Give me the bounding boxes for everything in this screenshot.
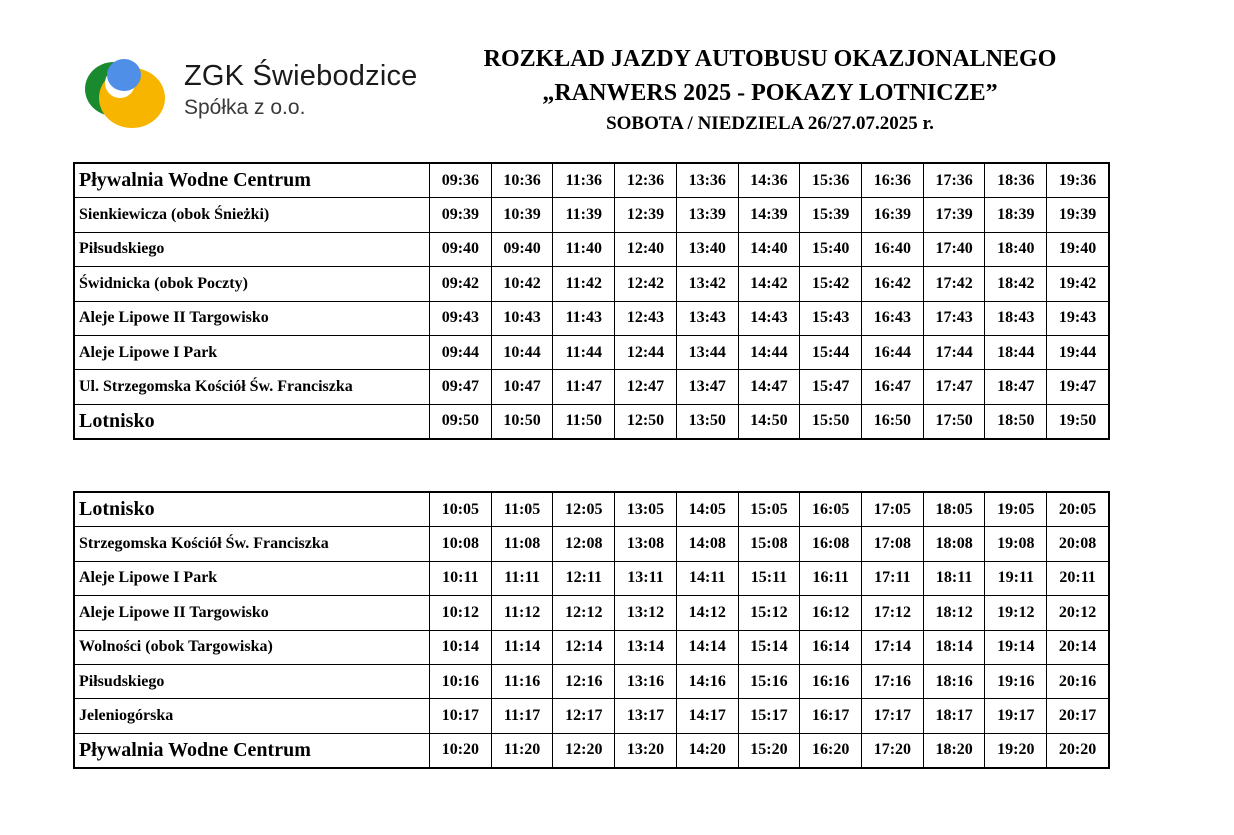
departure-time: 10:20: [430, 733, 492, 767]
departure-time: 14:16: [676, 664, 738, 698]
departure-time: 10:43: [491, 301, 553, 335]
departure-time: 09:42: [430, 267, 492, 301]
table-row: [75, 404, 1109, 438]
departure-time: 18:42: [985, 267, 1047, 301]
departure-time: 12:14: [553, 630, 615, 664]
departure-time: 12:11: [553, 561, 615, 595]
departure-time: 16:20: [800, 733, 862, 767]
departure-time: 11:14: [491, 630, 553, 664]
departure-time: 10:39: [491, 198, 553, 232]
stop-name: Aleje Lipowe I Park: [75, 335, 430, 369]
timetable-return-body: [75, 493, 1109, 768]
departure-time: 10:12: [430, 596, 492, 630]
departure-time: 15:50: [800, 404, 862, 438]
table-row: [75, 232, 1109, 266]
departure-time: 20:05: [1047, 493, 1109, 527]
stop-name: Piłsudskiego: [75, 664, 430, 698]
table-row: [75, 198, 1109, 232]
departure-time: 18:43: [985, 301, 1047, 335]
departure-time: 18:20: [923, 733, 985, 767]
departure-time: 16:50: [862, 404, 924, 438]
departure-time: 17:44: [923, 335, 985, 369]
departure-time: 10:50: [491, 404, 553, 438]
stop-name: Ul. Strzegomska Kościół Św. Franciszka: [75, 370, 430, 404]
departure-time: 19:20: [985, 733, 1047, 767]
departure-time: 14:44: [738, 335, 800, 369]
departure-time: 19:11: [985, 561, 1047, 595]
departure-time: 15:42: [800, 267, 862, 301]
departure-time: 14:11: [676, 561, 738, 595]
departure-time: 16:17: [800, 699, 862, 733]
stop-name: Aleje Lipowe II Targowisko: [75, 301, 430, 335]
departure-time: 09:43: [430, 301, 492, 335]
departure-time: 19:12: [985, 596, 1047, 630]
departure-time: 12:39: [615, 198, 677, 232]
table-row: [75, 527, 1109, 561]
departure-time: 11:16: [491, 664, 553, 698]
company-logo: [84, 56, 444, 136]
departure-time: 20:12: [1047, 596, 1109, 630]
departure-time: 12:20: [553, 733, 615, 767]
departure-time: 16:42: [862, 267, 924, 301]
departure-time: 09:47: [430, 370, 492, 404]
stop-name: Lotnisko: [75, 404, 430, 438]
departure-time: 12:08: [553, 527, 615, 561]
departure-time: 16:39: [862, 198, 924, 232]
departure-time: 12:40: [615, 232, 677, 266]
departure-time: 18:44: [985, 335, 1047, 369]
departure-time: 19:14: [985, 630, 1047, 664]
stop-name: Aleje Lipowe I Park: [75, 561, 430, 595]
logo-company-subtitle: Spółka z o.o.: [184, 96, 306, 119]
departure-time: 15:16: [738, 664, 800, 698]
departure-time: 17:14: [862, 630, 924, 664]
departure-time: 15:39: [800, 198, 862, 232]
stop-name: Sienkiewicza (obok Śnieżki): [75, 198, 430, 232]
logo-emblem-icon: [84, 56, 174, 136]
stop-name: Aleje Lipowe II Targowisko: [75, 596, 430, 630]
departure-time: 12:36: [615, 164, 677, 198]
departure-time: 12:12: [553, 596, 615, 630]
departure-time: 18:08: [923, 527, 985, 561]
departure-time: 17:47: [923, 370, 985, 404]
departure-time: 10:42: [491, 267, 553, 301]
departure-time: 17:43: [923, 301, 985, 335]
departure-time: 11:17: [491, 699, 553, 733]
departure-time: 11:42: [553, 267, 615, 301]
departure-time: 10:36: [491, 164, 553, 198]
departure-time: 19:16: [985, 664, 1047, 698]
departure-time: 14:42: [738, 267, 800, 301]
departure-time: 19:36: [1047, 164, 1109, 198]
departure-time: 14:39: [738, 198, 800, 232]
table-row: [75, 733, 1109, 767]
departure-time: 16:47: [862, 370, 924, 404]
departure-time: 18:17: [923, 699, 985, 733]
departure-time: 18:16: [923, 664, 985, 698]
departure-time: 15:47: [800, 370, 862, 404]
departure-time: 16:05: [800, 493, 862, 527]
departure-time: 18:50: [985, 404, 1047, 438]
departure-time: 18:47: [985, 370, 1047, 404]
departure-time: 10:17: [430, 699, 492, 733]
table-row: [75, 164, 1109, 198]
departure-time: 20:16: [1047, 664, 1109, 698]
stop-name: Strzegomska Kościół Św. Franciszka: [75, 527, 430, 561]
departure-time: 17:08: [862, 527, 924, 561]
departure-time: 15:14: [738, 630, 800, 664]
departure-time: 10:14: [430, 630, 492, 664]
stop-name: Świdnicka (obok Poczty): [75, 267, 430, 301]
departure-time: 13:36: [676, 164, 738, 198]
departure-time: 13:16: [615, 664, 677, 698]
logo-company-name: ZGK Świebodzice: [184, 60, 418, 92]
departure-time: 15:08: [738, 527, 800, 561]
departure-time: 20:20: [1047, 733, 1109, 767]
departure-time: 13:44: [676, 335, 738, 369]
departure-time: 10:16: [430, 664, 492, 698]
departure-time: 09:50: [430, 404, 492, 438]
departure-time: 13:14: [615, 630, 677, 664]
departure-time: 14:43: [738, 301, 800, 335]
departure-time: 16:44: [862, 335, 924, 369]
stop-name: Lotnisko: [75, 493, 430, 527]
departure-time: 18:11: [923, 561, 985, 595]
table-row: [75, 267, 1109, 301]
departure-time: 20:11: [1047, 561, 1109, 595]
departure-time: 18:12: [923, 596, 985, 630]
departure-time: 15:11: [738, 561, 800, 595]
departure-time: 12:05: [553, 493, 615, 527]
departure-time: 16:43: [862, 301, 924, 335]
departure-time: 11:36: [553, 164, 615, 198]
departure-time: 11:47: [553, 370, 615, 404]
departure-time: 17:20: [862, 733, 924, 767]
departure-time: 11:40: [553, 232, 615, 266]
departure-time: 11:44: [553, 335, 615, 369]
departure-time: 10:08: [430, 527, 492, 561]
departure-time: 16:11: [800, 561, 862, 595]
departure-time: 11:20: [491, 733, 553, 767]
timetable-outbound-body: [75, 164, 1109, 439]
departure-time: 16:36: [862, 164, 924, 198]
departure-time: 19:43: [1047, 301, 1109, 335]
departure-time: 11:12: [491, 596, 553, 630]
departure-time: 12:16: [553, 664, 615, 698]
departure-time: 09:40: [491, 232, 553, 266]
departure-time: 19:42: [1047, 267, 1109, 301]
departure-time: 12:50: [615, 404, 677, 438]
timetable-return: [74, 492, 1109, 768]
departure-time: 14:08: [676, 527, 738, 561]
departure-time: 11:05: [491, 493, 553, 527]
departure-time: 15:40: [800, 232, 862, 266]
departure-time: 15:05: [738, 493, 800, 527]
table-row: [75, 699, 1109, 733]
departure-time: 13:12: [615, 596, 677, 630]
departure-time: 20:08: [1047, 527, 1109, 561]
departure-time: 18:05: [923, 493, 985, 527]
departure-time: 10:05: [430, 493, 492, 527]
departure-time: 09:44: [430, 335, 492, 369]
schedule-title: ROZKŁAD JAZDY AUTOBUSU OKAZJONALNEGO: [483, 46, 1057, 72]
stop-name: Wolności (obok Targowiska): [75, 630, 430, 664]
departure-time: 13:11: [615, 561, 677, 595]
departure-time: 13:39: [676, 198, 738, 232]
departure-time: 17:16: [862, 664, 924, 698]
departure-time: 13:40: [676, 232, 738, 266]
departure-time: 13:42: [676, 267, 738, 301]
departure-time: 10:44: [491, 335, 553, 369]
departure-time: 15:20: [738, 733, 800, 767]
departure-time: 14:20: [676, 733, 738, 767]
departure-time: 18:36: [985, 164, 1047, 198]
departure-time: 16:12: [800, 596, 862, 630]
table-row: [75, 664, 1109, 698]
departure-time: 14:47: [738, 370, 800, 404]
departure-time: 14:14: [676, 630, 738, 664]
departure-time: 13:20: [615, 733, 677, 767]
departure-time: 11:08: [491, 527, 553, 561]
departure-time: 19:39: [1047, 198, 1109, 232]
departure-time: 17:11: [862, 561, 924, 595]
departure-time: 10:11: [430, 561, 492, 595]
departure-time: 13:08: [615, 527, 677, 561]
stop-name: Piłsudskiego: [75, 232, 430, 266]
departure-time: 11:39: [553, 198, 615, 232]
departure-time: 09:40: [430, 232, 492, 266]
departure-time: 17:39: [923, 198, 985, 232]
departure-time: 18:40: [985, 232, 1047, 266]
stop-name: Jeleniogórska: [75, 699, 430, 733]
timetable-outbound: [74, 163, 1109, 439]
departure-time: 13:17: [615, 699, 677, 733]
departure-time: 19:17: [985, 699, 1047, 733]
departure-time: 16:16: [800, 664, 862, 698]
departure-time: 17:05: [862, 493, 924, 527]
stop-name: Pływalnia Wodne Centrum: [75, 164, 430, 198]
departure-time: 14:50: [738, 404, 800, 438]
event-name: „RANWERS 2025 - POKAZY LOTNICZE”: [542, 80, 998, 106]
departure-time: 18:14: [923, 630, 985, 664]
departure-time: 13:50: [676, 404, 738, 438]
departure-time: 18:39: [985, 198, 1047, 232]
departure-time: 15:36: [800, 164, 862, 198]
stop-name: Pływalnia Wodne Centrum: [75, 733, 430, 767]
departure-time: 13:47: [676, 370, 738, 404]
departure-time: 12:47: [615, 370, 677, 404]
departure-time: 17:17: [862, 699, 924, 733]
departure-time: 14:36: [738, 164, 800, 198]
departure-time: 11:11: [491, 561, 553, 595]
departure-time: 19:40: [1047, 232, 1109, 266]
departure-time: 17:36: [923, 164, 985, 198]
table-row: [75, 596, 1109, 630]
departure-time: 14:40: [738, 232, 800, 266]
departure-time: 17:50: [923, 404, 985, 438]
departure-time: 13:05: [615, 493, 677, 527]
departure-time: 19:44: [1047, 335, 1109, 369]
schedule-dates: SOBOTA / NIEDZIELA 26/27.07.2025 r.: [606, 113, 934, 134]
table-row: [75, 370, 1109, 404]
departure-time: 17:42: [923, 267, 985, 301]
departure-time: 14:05: [676, 493, 738, 527]
departure-time: 19:47: [1047, 370, 1109, 404]
table-row: [75, 493, 1109, 527]
departure-time: 15:17: [738, 699, 800, 733]
departure-time: 16:14: [800, 630, 862, 664]
table-row: [75, 630, 1109, 664]
logo-blue-circle: [107, 59, 141, 91]
departure-time: 17:12: [862, 596, 924, 630]
departure-time: 09:36: [430, 164, 492, 198]
departure-time: 13:43: [676, 301, 738, 335]
departure-time: 15:12: [738, 596, 800, 630]
departure-time: 19:08: [985, 527, 1047, 561]
departure-time: 15:44: [800, 335, 862, 369]
table-row: [75, 335, 1109, 369]
departure-time: 16:40: [862, 232, 924, 266]
departure-time: 14:12: [676, 596, 738, 630]
departure-time: 17:40: [923, 232, 985, 266]
departure-time: 19:50: [1047, 404, 1109, 438]
departure-time: 09:39: [430, 198, 492, 232]
departure-time: 20:17: [1047, 699, 1109, 733]
departure-time: 11:50: [553, 404, 615, 438]
departure-time: 15:43: [800, 301, 862, 335]
table-row: [75, 301, 1109, 335]
departure-time: 12:42: [615, 267, 677, 301]
departure-time: 12:17: [553, 699, 615, 733]
departure-time: 14:17: [676, 699, 738, 733]
departure-time: 12:44: [615, 335, 677, 369]
departure-time: 20:14: [1047, 630, 1109, 664]
table-row: [75, 561, 1109, 595]
departure-time: 12:43: [615, 301, 677, 335]
departure-time: 16:08: [800, 527, 862, 561]
departure-time: 11:43: [553, 301, 615, 335]
departure-time: 10:47: [491, 370, 553, 404]
departure-time: 19:05: [985, 493, 1047, 527]
